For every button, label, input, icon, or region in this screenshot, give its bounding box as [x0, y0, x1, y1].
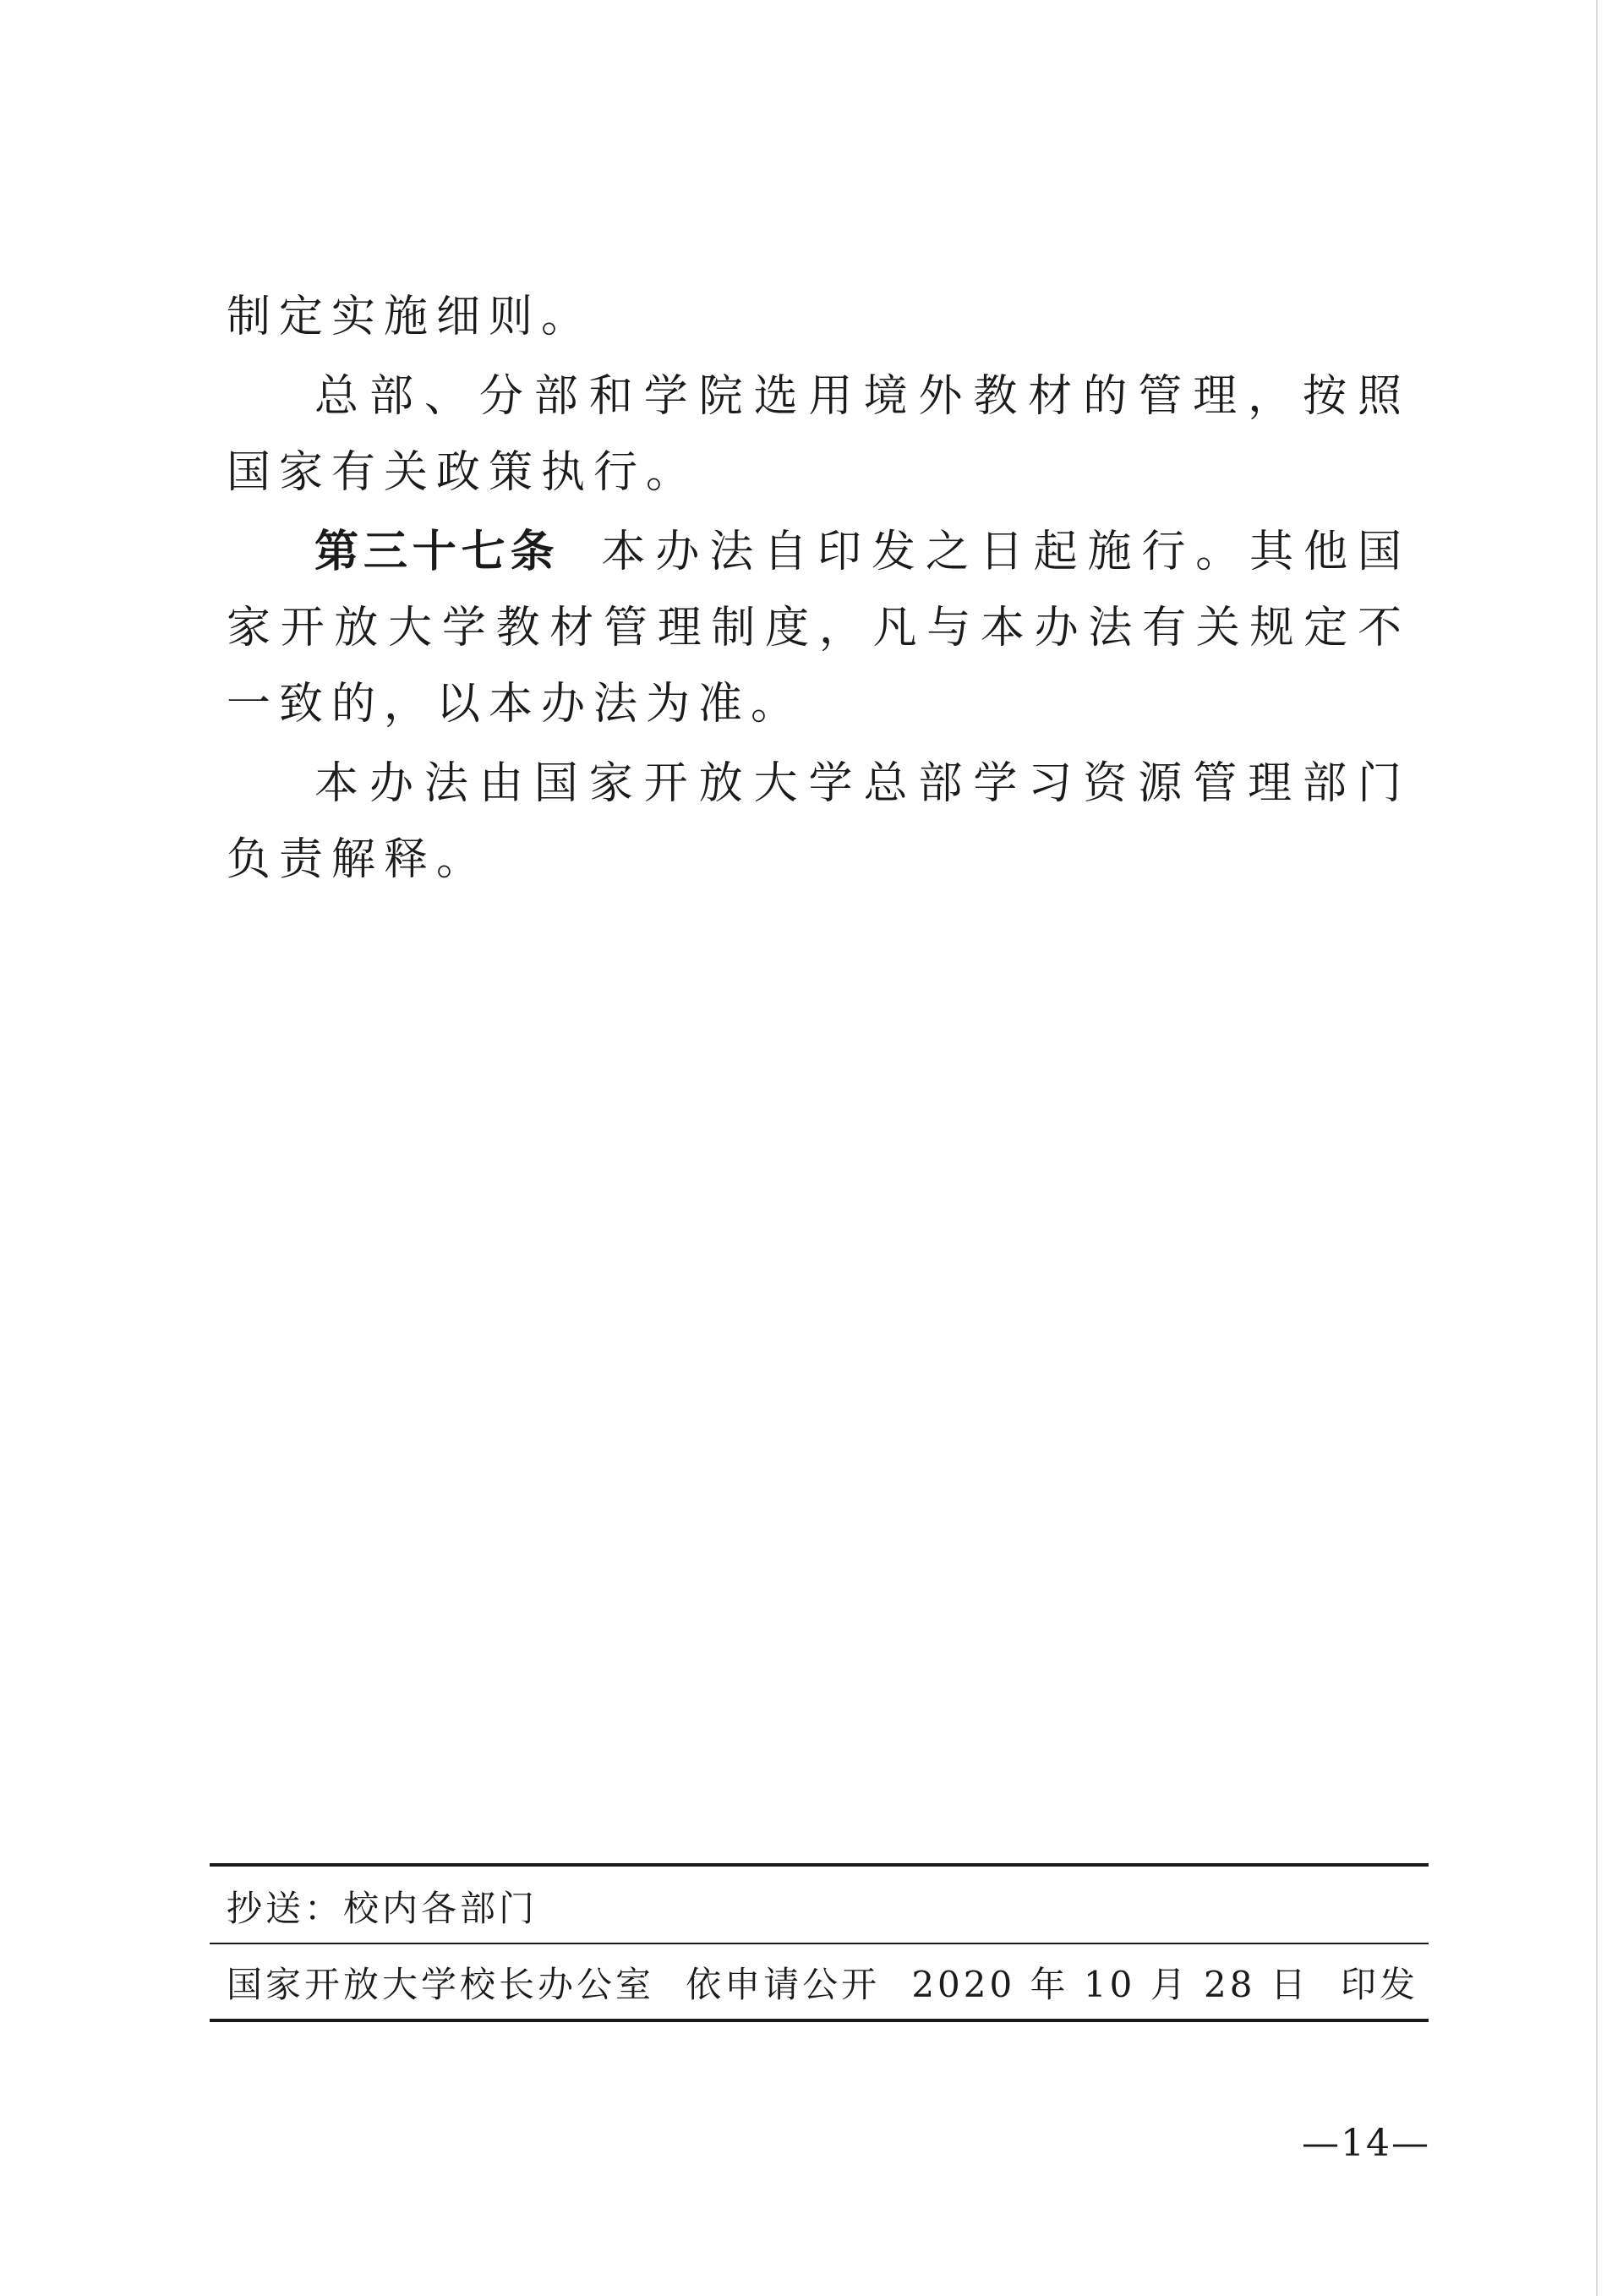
- article-text: 本办法自印发之日起施行。其他国家开放大学教材管理制度，凡与本办法有关规定不一致的，以本办法为准。: [227, 527, 1410, 730]
- footer-bottom-rule: [210, 2019, 1429, 2022]
- footer-middle-rule: [210, 1943, 1429, 1944]
- document-body: [227, 279, 1410, 901]
- scan-edge-line: [1596, 0, 1598, 2296]
- paragraph-continuation: 制定实施细则。: [227, 292, 594, 342]
- document-footer: [210, 1863, 1429, 2022]
- footer-top-rule: [210, 1863, 1429, 1867]
- article-heading: 第三十七条: [314, 527, 560, 577]
- issuer: 国家开放大学校长办公室: [227, 1964, 655, 2005]
- issue-line: [227, 1960, 1418, 2010]
- issued-label: 印发: [1340, 1964, 1418, 2005]
- issue-date: 2020 年 10 月 28 日: [911, 1964, 1309, 2005]
- cc-label: 抄送：: [227, 1888, 344, 1929]
- page-number: —14—: [1302, 2122, 1430, 2165]
- cc-line: [227, 1883, 1418, 1934]
- cc-recipients: 校内各部门: [343, 1888, 538, 1929]
- paragraph-interpretation: 本办法由国家开放大学总部学习资源管理部门负责解释。: [227, 758, 1410, 885]
- disclosure-type: 依申请公开: [686, 1964, 881, 2005]
- paragraph-foreign-textbooks: 总部、分部和学院选用境外教材的管理，按照国家有关政策执行。: [227, 371, 1410, 498]
- paragraph-article-37: [227, 514, 1410, 742]
